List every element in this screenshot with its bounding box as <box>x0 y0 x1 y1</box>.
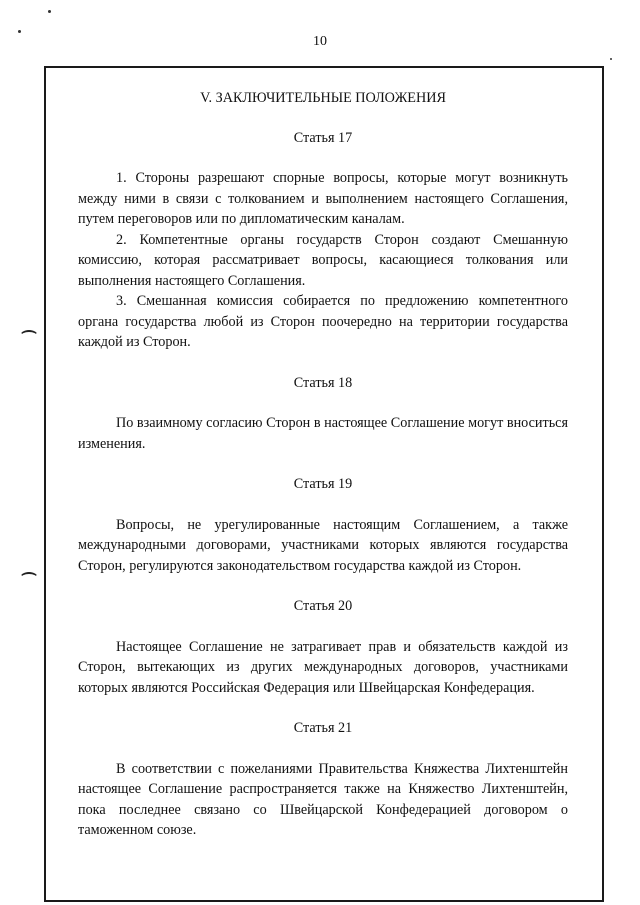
article-title: Статья 19 <box>293 476 353 492</box>
article-paragraph: 1. Стороны разрешают спорные вопросы, которые могут возникнуть между ними в связи с толкованием и выполнением настоящего Соглашения, путем переговоров или по дипломатическим каналам. <box>78 170 568 227</box>
article-paragraph: 3. Смешанная комиссия собирается по предложению компетентного органа государства любой из Сторон поочередно на территории государства каждой из Сторон. <box>78 293 568 350</box>
article <box>78 373 568 455</box>
scan-speck <box>18 30 21 33</box>
article-paragraph: По взаимному согласию Сторон в настоящее Соглашение могут вноситься изменения. <box>78 415 568 452</box>
article-title: Статья 17 <box>293 129 353 146</box>
scan-speck <box>610 58 612 60</box>
article-title: Статья 20 <box>293 598 353 614</box>
article-paragraph: В соответствии с пожеланиями Правительства Княжества Лихтенштейн настоящее Соглашение распространяется также на Княжество Лихтенштейн, пока последнее связано со Швейцарской Конфедерацией договором о таможенном союзе. <box>78 760 568 838</box>
binding-hole-mark <box>20 572 38 584</box>
article <box>78 718 568 841</box>
article <box>78 474 568 576</box>
article-paragraph: Вопросы, не урегулированные настоящим Соглашением, а также международными договорами, участниками которых являются государства Сторон, регулируются законодательством государства каждой из Сторон. <box>78 516 568 574</box>
scan-speck <box>48 10 51 13</box>
article <box>78 128 568 353</box>
article-title: Статья 18 <box>293 374 353 391</box>
binding-hole-mark <box>20 330 38 342</box>
page-number: 10 <box>313 34 327 49</box>
article-paragraph: 2. Компетентные органы государств Сторон создают Смешанную комиссию, которая рассматривает вопросы, касающиеся толкования или выполнения настоящего Соглашения. <box>78 231 568 289</box>
document-body <box>78 88 568 841</box>
article <box>78 596 568 698</box>
section-title: V. ЗАКЛЮЧИТЕЛЬНЫЕ ПОЛОЖЕНИЯ <box>200 90 446 106</box>
article-title: Статья 21 <box>293 720 353 736</box>
article-paragraph: Настоящее Соглашение не затрагивает прав и обязательств каждой из Сторон, вытекающих из других международных договоров, участниками которых являются Российская Федерация или Швейцарская Конфедерация. <box>78 638 568 696</box>
